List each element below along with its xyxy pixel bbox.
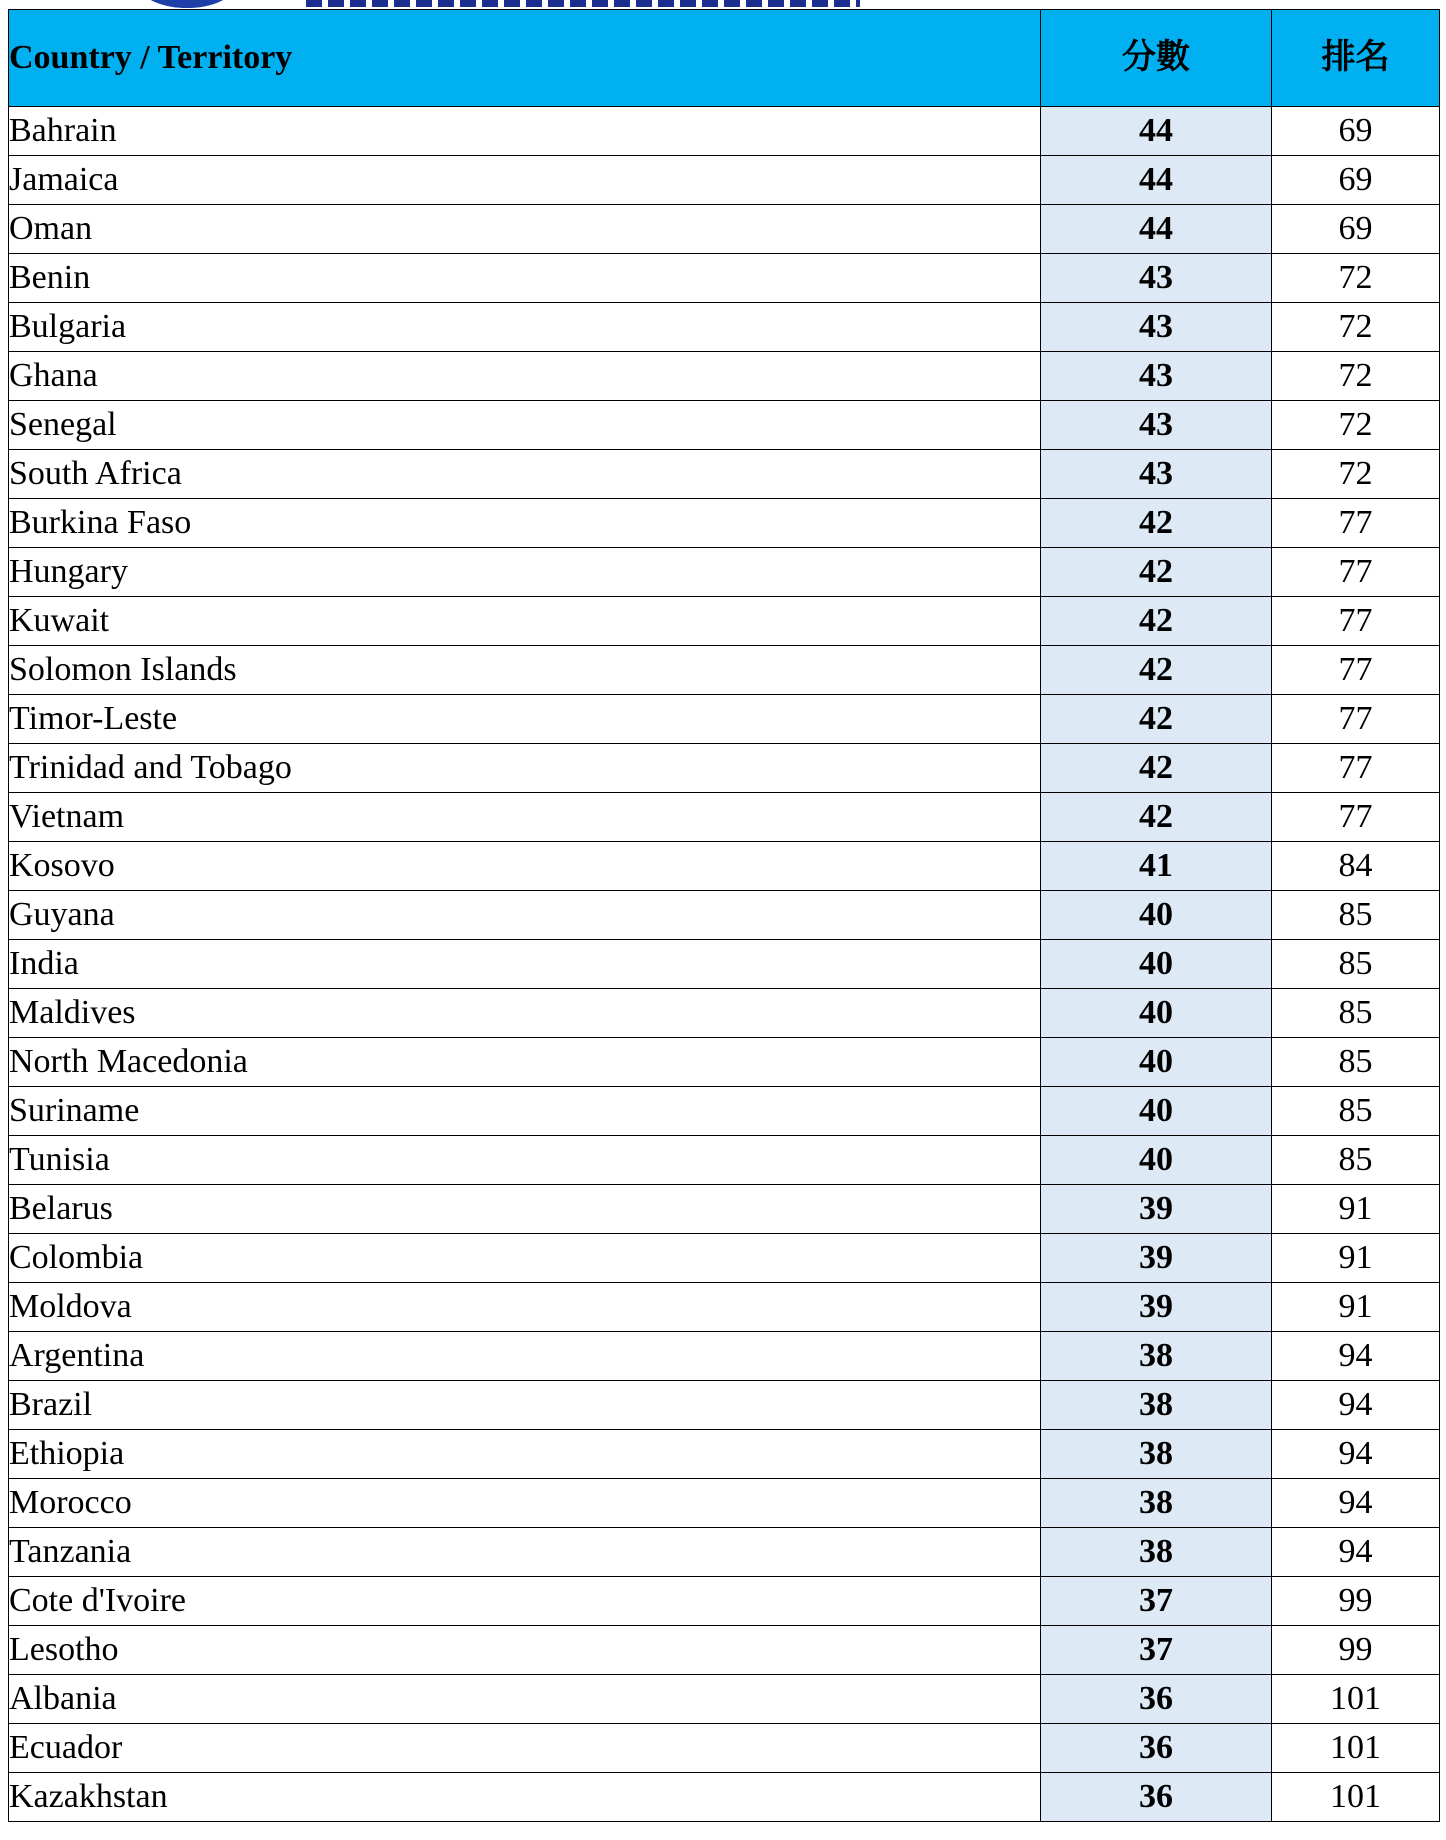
score-cell: 40 [1041,1136,1272,1185]
country-cell: India [9,940,1041,989]
country-cell: Benin [9,254,1041,303]
score-cell: 38 [1041,1528,1272,1577]
country-cell: Tanzania [9,1528,1041,1577]
country-cell: Oman [9,205,1041,254]
rank-cell: 101 [1272,1724,1440,1773]
score-cell: 42 [1041,744,1272,793]
score-cell: 37 [1041,1626,1272,1675]
country-cell: Trinidad and Tobago [9,744,1041,793]
table-row [9,1234,1440,1283]
score-cell: 42 [1041,548,1272,597]
score-cell: 37 [1041,1577,1272,1626]
table-row [9,1626,1440,1675]
rank-cell: 94 [1272,1430,1440,1479]
score-cell: 42 [1041,499,1272,548]
country-cell: Morocco [9,1479,1041,1528]
table-row [9,1528,1440,1577]
score-cell: 43 [1041,450,1272,499]
table-row [9,548,1440,597]
score-cell: 40 [1041,1087,1272,1136]
country-cell: Ecuador [9,1724,1041,1773]
score-cell: 36 [1041,1675,1272,1724]
score-cell: 39 [1041,1185,1272,1234]
country-cell: Senegal [9,401,1041,450]
score-cell: 40 [1041,891,1272,940]
score-cell: 38 [1041,1381,1272,1430]
rank-cell: 101 [1272,1773,1440,1822]
country-cell: Brazil [9,1381,1041,1430]
banner-title-fragment [306,0,860,7]
score-cell: 40 [1041,1038,1272,1087]
score-cell: 36 [1041,1773,1272,1822]
country-cell: Argentina [9,1332,1041,1381]
score-cell: 42 [1041,646,1272,695]
country-cell: Hungary [9,548,1041,597]
score-cell: 44 [1041,156,1272,205]
score-cell: 42 [1041,597,1272,646]
rank-cell: 72 [1272,401,1440,450]
table-row [9,450,1440,499]
rank-cell: 101 [1272,1675,1440,1724]
score-cell: 36 [1041,1724,1272,1773]
table-row [9,1136,1440,1185]
rank-cell: 99 [1272,1626,1440,1675]
table-row [9,303,1440,352]
rank-cell: 77 [1272,744,1440,793]
rank-cell: 94 [1272,1479,1440,1528]
table-row [9,1087,1440,1136]
country-cell: Burkina Faso [9,499,1041,548]
cropped-header-banner [0,0,1446,9]
table-row [9,1332,1440,1381]
score-cell: 44 [1041,107,1272,156]
score-cell: 42 [1041,793,1272,842]
rank-cell: 69 [1272,107,1440,156]
table-row [9,940,1440,989]
score-cell: 43 [1041,352,1272,401]
country-cell: Solomon Islands [9,646,1041,695]
score-cell: 42 [1041,695,1272,744]
table-row [9,1479,1440,1528]
table-row [9,744,1440,793]
table-row [9,1381,1440,1430]
rank-cell: 94 [1272,1528,1440,1577]
country-cell: Jamaica [9,156,1041,205]
country-cell: Bahrain [9,107,1041,156]
country-cell: Moldova [9,1283,1041,1332]
score-cell: 41 [1041,842,1272,891]
rank-column-header: 排名 [1272,10,1440,107]
rank-cell: 77 [1272,646,1440,695]
country-column-header: Country / Territory [9,10,1041,107]
country-cell: Vietnam [9,793,1041,842]
score-cell: 38 [1041,1479,1272,1528]
score-cell: 44 [1041,205,1272,254]
country-cell: Ghana [9,352,1041,401]
country-cell: Tunisia [9,1136,1041,1185]
table-row [9,1675,1440,1724]
rank-cell: 85 [1272,1136,1440,1185]
table-row [9,597,1440,646]
country-cell: Bulgaria [9,303,1041,352]
rank-cell: 85 [1272,940,1440,989]
table-row [9,401,1440,450]
country-cell: Maldives [9,989,1041,1038]
table-row [9,646,1440,695]
table-row [9,695,1440,744]
rank-cell: 72 [1272,254,1440,303]
table-row [9,499,1440,548]
score-column-header: 分數 [1041,10,1272,107]
score-cell: 43 [1041,401,1272,450]
country-cell: Timor-Leste [9,695,1041,744]
rank-cell: 99 [1272,1577,1440,1626]
rank-cell: 77 [1272,548,1440,597]
rank-cell: 94 [1272,1332,1440,1381]
score-cell: 39 [1041,1234,1272,1283]
ranking-table [8,9,1440,1822]
country-cell: Suriname [9,1087,1041,1136]
score-cell: 38 [1041,1332,1272,1381]
table-row [9,1038,1440,1087]
rank-cell: 69 [1272,156,1440,205]
country-cell: Guyana [9,891,1041,940]
score-cell: 38 [1041,1430,1272,1479]
table-row [9,1773,1440,1822]
table-row [9,254,1440,303]
rank-cell: 84 [1272,842,1440,891]
score-cell: 43 [1041,303,1272,352]
country-cell: Kuwait [9,597,1041,646]
table-row [9,989,1440,1038]
country-cell: Kosovo [9,842,1041,891]
table-row [9,1283,1440,1332]
table-row [9,891,1440,940]
rank-cell: 77 [1272,793,1440,842]
table-header [9,10,1440,107]
country-cell: Belarus [9,1185,1041,1234]
table-row [9,1430,1440,1479]
table-row [9,1185,1440,1234]
table-row [9,352,1440,401]
table-row [9,793,1440,842]
country-cell: Albania [9,1675,1041,1724]
logo-fragment [140,0,234,8]
rank-cell: 91 [1272,1234,1440,1283]
rank-cell: 85 [1272,1038,1440,1087]
header-row [9,10,1440,107]
table-body [9,107,1440,1822]
country-cell: Ethiopia [9,1430,1041,1479]
rank-cell: 85 [1272,989,1440,1038]
rank-cell: 91 [1272,1185,1440,1234]
rank-cell: 77 [1272,695,1440,744]
score-cell: 40 [1041,940,1272,989]
table-row [9,107,1440,156]
table-row [9,1724,1440,1773]
rank-cell: 72 [1272,450,1440,499]
rank-cell: 94 [1272,1381,1440,1430]
table-row [9,156,1440,205]
rank-cell: 91 [1272,1283,1440,1332]
country-cell: Lesotho [9,1626,1041,1675]
rank-cell: 72 [1272,352,1440,401]
table-row [9,842,1440,891]
rank-cell: 85 [1272,891,1440,940]
rank-cell: 85 [1272,1087,1440,1136]
score-cell: 43 [1041,254,1272,303]
rank-cell: 77 [1272,499,1440,548]
country-cell: Colombia [9,1234,1041,1283]
country-cell: South Africa [9,450,1041,499]
country-cell: North Macedonia [9,1038,1041,1087]
score-cell: 40 [1041,989,1272,1038]
country-cell: Kazakhstan [9,1773,1041,1822]
rank-cell: 69 [1272,205,1440,254]
table-row [9,205,1440,254]
rank-cell: 77 [1272,597,1440,646]
rank-cell: 72 [1272,303,1440,352]
table-row [9,1577,1440,1626]
score-cell: 39 [1041,1283,1272,1332]
country-cell: Cote d'Ivoire [9,1577,1041,1626]
